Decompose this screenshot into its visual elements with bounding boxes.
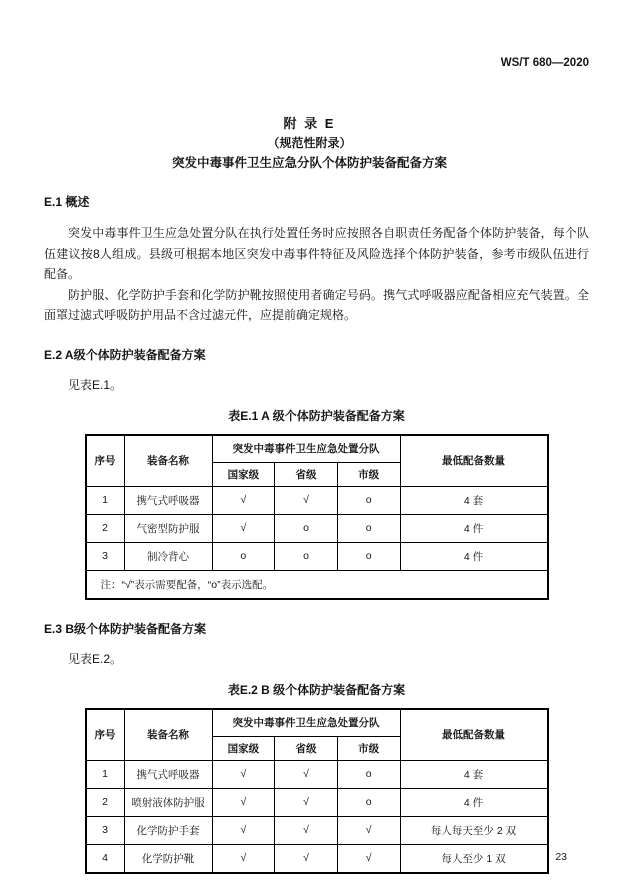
table-note: 注：“√”表示需要配备，“o”表示选配。 [86,570,548,599]
column-header-index: 序号 [86,709,125,761]
column-header-index: 序号 [86,435,125,487]
cell-provincial: √ [275,760,338,788]
table-e1-caption: 表E.1 A 级个体防护装备配备方案 [228,408,405,423]
column-header-group: 突发中毒事件卫生应急处置分队 [212,709,400,737]
page-content [0,195,619,874]
table-header-row [86,709,548,737]
cell-provincial: √ [275,844,338,873]
section-heading-e2: E.2 A级个体防护装备配备方案 [44,347,206,362]
cell-index: 2 [86,514,125,542]
cell-city: o [337,542,400,570]
section-heading-e3: E.3 B级个体防护装备配备方案 [44,621,207,636]
cell-equipment-name: 携气式呼吸器 [124,760,212,788]
cell-index: 1 [86,760,125,788]
cell-city: o [337,788,400,816]
cell-index: 3 [86,542,125,570]
table-row [86,760,548,788]
column-header-name: 装备名称 [124,709,212,761]
cell-provincial: √ [275,816,338,844]
table-note-row [86,570,548,599]
page-number: 23 [555,851,567,863]
paragraph: 防护服、化学防护手套和化学防护靴按照使用者确定号码。携气式呼吸器应配备相应充气装置。全面罩过滤式呼吸防护用品不含过滤元件，应提前确定规格。 [44,287,589,322]
table-reference: 见表E.1。 [68,377,123,392]
cell-equipment-name: 气密型防护服 [124,514,212,542]
cell-min-quantity: 每人至少 1 双 [400,844,548,873]
table-reference: 见表E.2。 [68,651,123,666]
cell-national: √ [212,844,275,873]
column-header-name: 装备名称 [124,435,212,487]
cell-city: o [337,514,400,542]
cell-min-quantity: 每人每天至少 2 双 [400,816,548,844]
cell-index: 4 [86,844,125,873]
cell-national: √ [212,788,275,816]
cell-city: √ [337,816,400,844]
table-e2-caption: 表E.2 B 级个体防护装备配备方案 [227,682,406,697]
table-row [86,788,548,816]
standard-code: WS/T 680—2020 [500,57,589,69]
table-row [86,844,548,873]
cell-min-quantity: 4 件 [400,514,548,542]
cell-provincial: √ [275,486,338,514]
cell-index: 2 [86,788,125,816]
cell-city: √ [337,844,400,873]
cell-equipment-name: 化学防护靴 [124,844,212,873]
cell-provincial: √ [275,788,338,816]
column-header-provincial: 省级 [275,736,338,760]
table-e1 [85,434,549,600]
cell-equipment-name: 喷射液体防护服 [124,788,212,816]
title-block [0,114,619,173]
column-header-min: 最低配备数量 [400,709,548,761]
column-header-min: 最低配备数量 [400,435,548,487]
cell-national: √ [212,816,275,844]
appendix-name: 突发中毒事件卫生应急分队个体防护装备配备方案 [171,156,447,170]
cell-city: o [337,760,400,788]
appendix-title: 附 录 E [283,116,336,131]
cell-city: o [337,486,400,514]
cell-min-quantity: 4 件 [400,542,548,570]
column-header-provincial: 省级 [275,462,338,486]
column-header-city: 市级 [337,736,400,760]
cell-index: 3 [86,816,125,844]
table-header-row [86,435,548,463]
table-row [86,816,548,844]
column-header-group: 突发中毒事件卫生应急处置分队 [212,435,400,463]
section-heading-e1: E.1 概述 [44,195,90,209]
cell-min-quantity: 4 套 [400,760,548,788]
cell-min-quantity: 4 件 [400,788,548,816]
table-row [86,542,548,570]
column-header-national: 国家级 [212,462,275,486]
cell-national: o [212,542,275,570]
cell-national: √ [212,486,275,514]
table-row [86,514,548,542]
cell-equipment-name: 化学防护手套 [124,816,212,844]
cell-min-quantity: 4 套 [400,486,548,514]
column-header-national: 国家级 [212,736,275,760]
paragraph: 突发中毒事件卫生应急处置分队在执行处置任务时应按照各自职责任务配备个体防护装备，每个队伍建议按8人组成。县级可根据本地区突发中毒事件特征及风险选择个体防护装备，参考市级队伍进行配备。 [44,226,589,281]
cell-index: 1 [86,486,125,514]
cell-national: √ [212,514,275,542]
column-header-city: 市级 [337,462,400,486]
appendix-type: （规范性附录） [267,136,352,150]
cell-equipment-name: 携气式呼吸器 [124,486,212,514]
cell-provincial: o [275,542,338,570]
table-row [86,486,548,514]
cell-provincial: o [275,514,338,542]
table-e2 [85,708,549,874]
cell-equipment-name: 制冷背心 [124,542,212,570]
cell-national: √ [212,760,275,788]
